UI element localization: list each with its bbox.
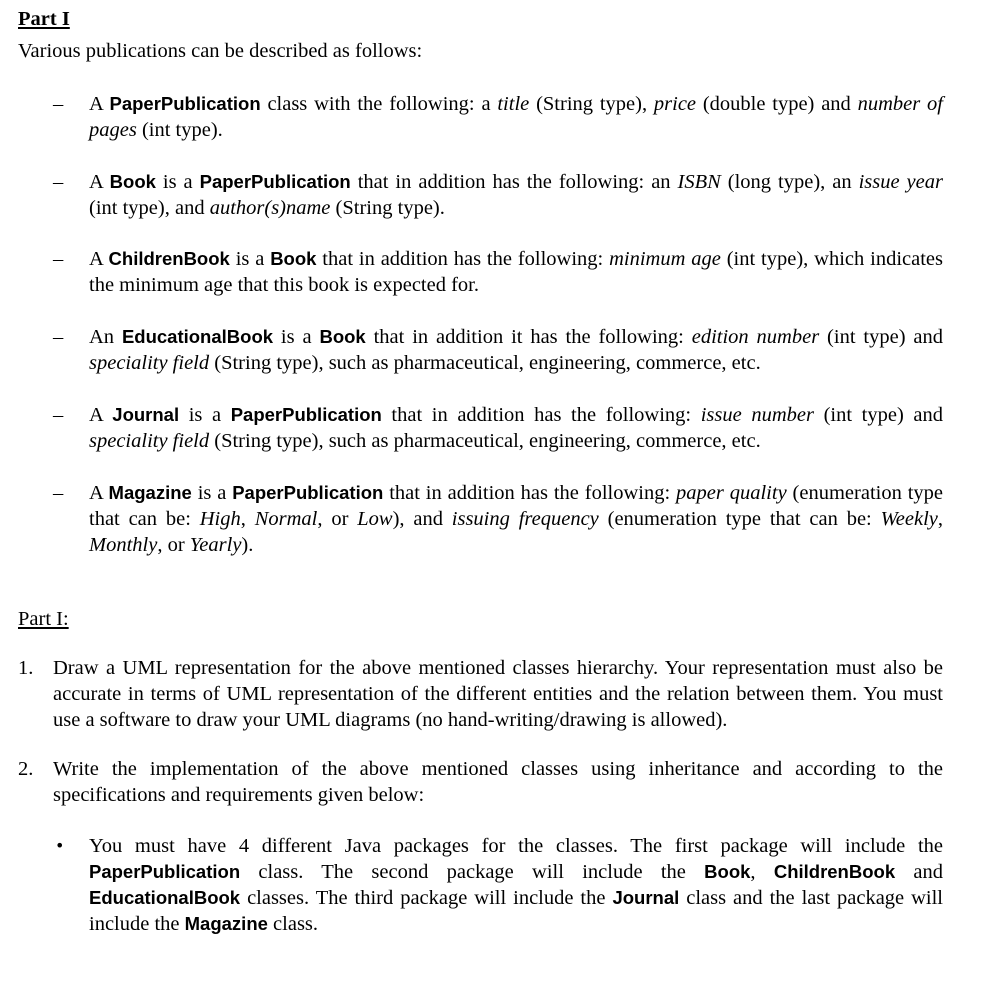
enum-value: Monthly <box>89 534 158 556</box>
text-run: that in addition has the following: an <box>350 171 678 193</box>
text-run: A <box>89 482 109 504</box>
text-run: , <box>240 508 255 530</box>
text-run: ). <box>241 534 254 556</box>
text-run: (long type), an <box>720 171 859 193</box>
text-run: A <box>89 248 109 270</box>
class-name: ChildrenBook <box>108 248 230 269</box>
attribute-name: price <box>653 93 697 115</box>
text-run: (int type) and <box>819 326 943 348</box>
text-run: that in addition has the following: <box>381 404 701 426</box>
attribute-name: issue number <box>700 404 814 426</box>
task-number: 1. <box>18 657 34 679</box>
class-name: PaperPublication <box>232 482 384 503</box>
dash-marker: – <box>53 248 64 270</box>
list-item <box>53 480 943 558</box>
text-run: is a <box>273 326 320 348</box>
class-name: Journal <box>112 404 180 425</box>
text-run: (String type). <box>330 197 445 219</box>
bullet-marker: • <box>55 836 65 855</box>
task-item <box>18 756 943 808</box>
text-run: (int type) and <box>813 404 943 426</box>
text-run: is a <box>229 248 271 270</box>
text-run: (int type). <box>136 119 223 141</box>
text-run: ), and <box>392 508 452 530</box>
attribute-name: author(s)name <box>209 197 331 219</box>
list-item <box>53 91 943 143</box>
dash-marker: – <box>53 326 64 348</box>
task-text: Write the implementation of the above mentioned classes using inheritance and according to the specifications and requirements given below: <box>53 758 943 806</box>
list-item <box>53 402 943 454</box>
part-i-tasks-heading: Part I: <box>18 608 69 630</box>
list-item <box>53 246 943 298</box>
class-name: Magazine <box>184 913 268 934</box>
class-name: PaperPublication <box>230 404 382 425</box>
text-run: and <box>895 861 943 883</box>
task-text: Draw a UML representation for the above mentioned classes hierarchy. Your representation must also be accurate in terms of UML representation of the different entities and the relation between them. You must use a software to draw your UML diagrams (no hand-writing/drawing is allowed). <box>53 657 943 731</box>
attribute-name: ISBN <box>677 171 721 193</box>
enum-value: Yearly <box>189 534 242 556</box>
text-run: that in addition it has the following: <box>365 326 692 348</box>
text-run: (String type), such as pharmaceutical, engineering, commerce, etc. <box>209 430 761 452</box>
enum-value: High <box>199 508 241 530</box>
class-name: Book <box>704 861 751 882</box>
class-name: PaperPublication <box>109 93 261 114</box>
attribute-name: number of pages <box>89 93 943 141</box>
class-name: EducationalBook <box>121 326 274 347</box>
text-run: is a <box>179 404 231 426</box>
dash-marker: – <box>53 171 64 193</box>
text-run: , or <box>157 534 190 556</box>
text-run: (String type), <box>529 93 654 115</box>
class-name: Book <box>319 326 366 347</box>
class-name: PaperPublication <box>199 171 351 192</box>
attribute-name: paper quality <box>676 482 787 504</box>
attribute-name: issuing frequency <box>451 508 599 530</box>
attribute-name: speciality field <box>89 430 210 452</box>
class-name: PaperPublication <box>89 861 241 882</box>
attribute-name: title <box>497 93 530 115</box>
text-run: (double type) and <box>696 93 858 115</box>
text-run: that in addition has the following: <box>383 482 677 504</box>
text-run: A <box>89 404 113 426</box>
text-run: is a <box>191 482 233 504</box>
text-run: (int type), which indicates the minimum age that this book is expected for. <box>89 248 943 296</box>
enum-value: Low <box>357 508 393 530</box>
dash-marker: – <box>53 93 64 115</box>
enum-value: Normal <box>254 508 318 530</box>
text-run: class. The second package will include the <box>240 861 705 883</box>
dash-marker: – <box>53 482 64 504</box>
task-item <box>18 655 943 733</box>
text-run: (enumeration type that can be: <box>598 508 881 530</box>
dash-marker: – <box>53 404 64 426</box>
intro-text: Various publications can be described as follows: <box>18 40 423 62</box>
class-name: Book <box>109 171 156 192</box>
attribute-name: edition number <box>691 326 820 348</box>
text-run: An <box>89 326 122 348</box>
text-run: class. <box>267 913 319 935</box>
text-run: classes. The third package will include the <box>240 887 613 909</box>
attribute-name: minimum age <box>609 248 721 270</box>
text-run: (enumeration type that can be: <box>89 482 943 530</box>
text-run: class and the last package will include the <box>89 887 943 935</box>
text-run: is a <box>155 171 200 193</box>
list-item <box>53 324 943 376</box>
text-run: , or <box>317 508 358 530</box>
class-name: ChildrenBook <box>773 861 896 882</box>
text-run: , <box>750 861 774 883</box>
text-run: You must have 4 different Java packages for the classes. The first package will include the <box>89 835 943 857</box>
text-run: , <box>937 508 944 530</box>
part-i-heading: Part I <box>18 8 70 30</box>
class-name: Journal <box>612 887 680 908</box>
attribute-name: issue year <box>858 171 943 193</box>
bullet-item <box>55 833 943 937</box>
text-run: that in addition has the following: <box>316 248 610 270</box>
text-run: A <box>89 171 110 193</box>
text-run: A <box>89 93 110 115</box>
task-number: 2. <box>18 758 34 780</box>
attribute-name: speciality field <box>89 352 210 374</box>
enum-value: Weekly <box>880 508 938 530</box>
class-name: EducationalBook <box>89 887 241 908</box>
class-name: Magazine <box>108 482 192 503</box>
text-run: (String type), such as pharmaceutical, engineering, commerce, etc. <box>209 352 761 374</box>
class-name: Book <box>270 248 317 269</box>
text-run: class with the following: a <box>260 93 498 115</box>
text-run: (int type), and <box>89 197 210 219</box>
list-item <box>53 169 943 221</box>
